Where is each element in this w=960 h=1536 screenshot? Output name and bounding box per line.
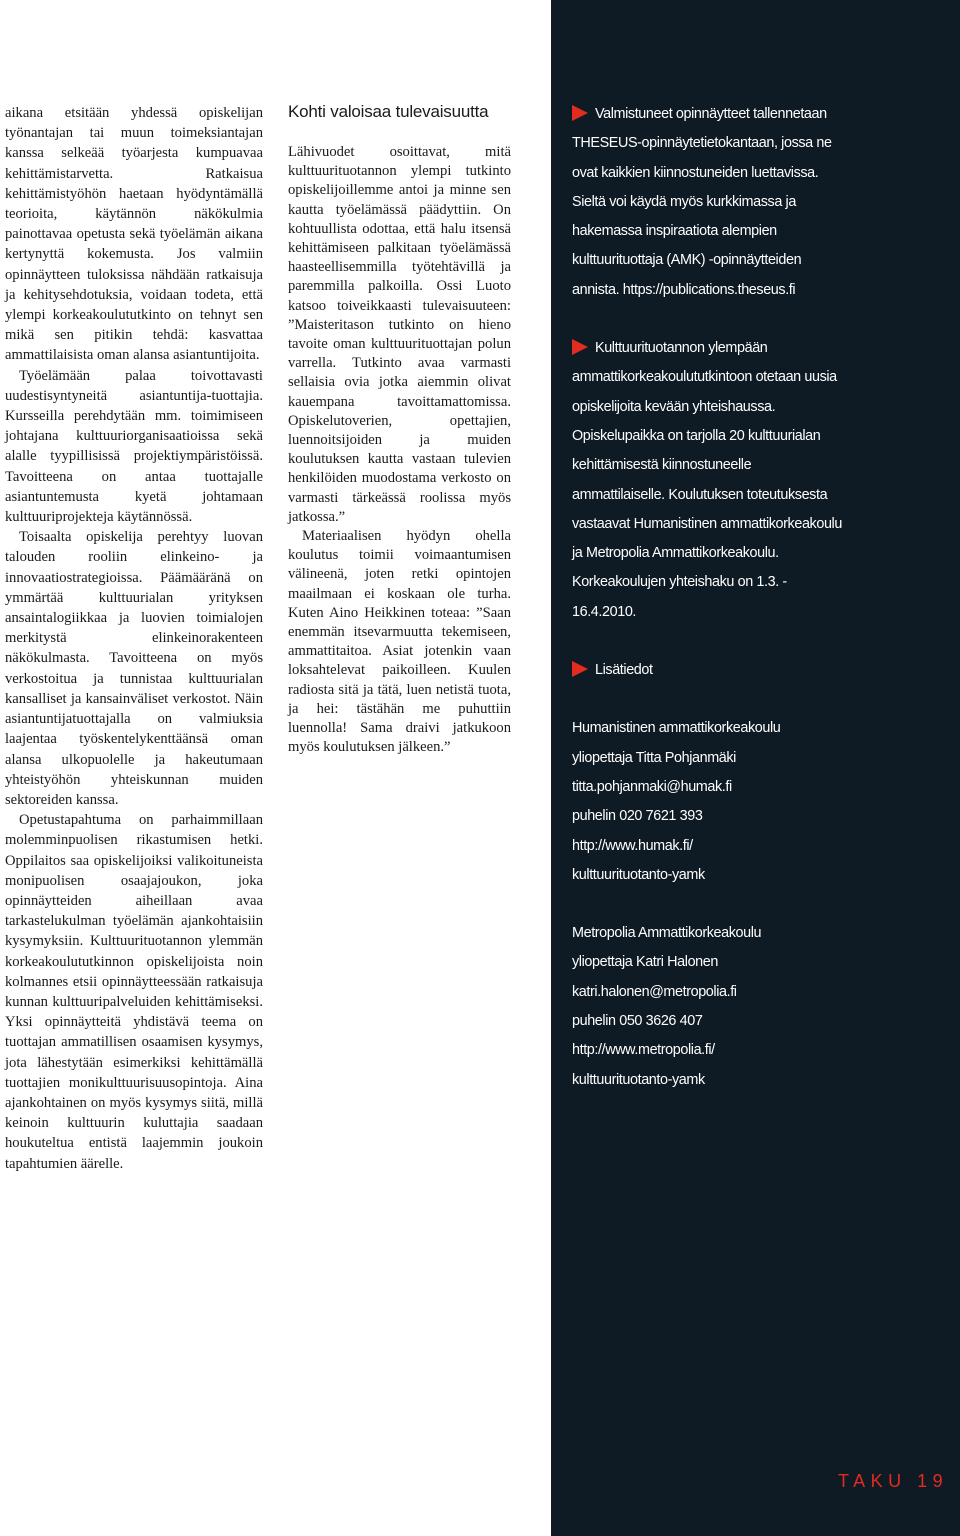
contact-phone: puhelin 020 7621 393 xyxy=(572,808,703,825)
contact-humak xyxy=(572,714,842,890)
left-column xyxy=(5,103,263,1174)
contact-email[interactable]: katri.halonen@metropolia.fi xyxy=(572,983,737,1000)
contact-line: Metropolia Ammattikorkeakoulu xyxy=(572,925,762,942)
left-paragraph-1: aikana etsitään yhdessä opiskelijan työnantajan tai muun toimeksiantajan kanssa selkeää työarjesta kumpuavaa kehittämistarvetta. Ratkaisua kehittämistyöhön haetaan hyödyntämällä teorioita, käytännön näkökulmia painottavaa opetusta sekä työelämän aikana kertynyttä kokemusta. Jos valmiin opinnäytteen tuloksissa nähdään ratkaisuja ja kehitysehdotuksia, voidaan todeta, että ylempi korkeakoulututkinto on tehnyt sen mikä sen pitikin tehdä: kasvattaa ammattilaisista oman alansa asiantuntijoita. xyxy=(5,105,263,364)
page-footer-label: TAKU 19 xyxy=(838,1471,949,1491)
contact-line: yliopettaja Titta Pohjanmäki xyxy=(572,749,736,766)
sidebar-block-theseus xyxy=(572,100,842,305)
sidebar-block-theseus-text: Valmistuneet opinnäytteet tallennetaan THESEUS-opinnäytetietokantaan, jossa ne ovat kaikkien kiinnostuneiden luettavissa. Sieltä voi käydä myös kurkkimassa ja hakemassa inspiraatiota alempien kulttuurituottaja (AMK) -opinnäytteiden annista. https://publications.theseus.fi xyxy=(572,106,832,298)
red-triangle-icon xyxy=(572,105,588,121)
sidebar-content xyxy=(572,100,842,1124)
red-triangle-icon xyxy=(572,661,588,677)
section-heading: Kohti valoisaa tulevaisuutta xyxy=(288,102,489,121)
sidebar-block-admission-text: Kulttuurituotannon ylempään ammattikorkeakoulututkintoon otetaan uusia opiskelijoita kevään yhteishaussa. Opiskelupaikka on tarjolla 20 kulttuurialan kehittämisestä kiinnostuneelle ammattilaiselle. Koulutuksen toteutuksesta vastaavat Humanistinen ammattikorkeakoulu ja Metropolia Ammattikorkeakoulu. Korkeakoulujen yhteishaku on 1.3. - 16.4.2010. xyxy=(572,340,842,620)
contact-line: yliopettaja Katri Halonen xyxy=(572,954,718,971)
sidebar-panel xyxy=(551,0,960,1536)
contact-link[interactable]: kulttuurituotanto-yamk xyxy=(572,1071,705,1088)
contact-email[interactable]: titta.pohjanmaki@humak.fi xyxy=(572,778,732,795)
middle-paragraph-2: Materiaalisen hyödyn ohella koulutus toimii voimaantumisen välineenä, joten retki opintojen maailmaan ei koskaan ole turha. Kuten Aino Heikkinen toteaa: ”Saan enemmän itsevarmuutta tekemiseen, ammattitaitoa. Asiat jotenkin vaan loksahtelevat paikoilleen. Kuulen radiosta sitä ja tätä, luen netistä tuota, ja hei: tästähän me puhuttiin luennolla! Sama draivi jatkukoon myös koulutuksen jälkeen.” xyxy=(288,528,511,756)
middle-column xyxy=(288,100,511,758)
left-paragraph-3: Toisaalta opiskelija perehtyy luovan talouden rooliin elinkeino- ja innovaatiostrategioissa. Päämääränä on ymmärtää kulttuurialan yrityksen ansaintalogiikkaa ja luovien toimialojen merkitystä elinkeinorakenteen näkökulmasta. Tavoitteena on myös verkostoitua ja tunnistaa kulttuurialan kansalliset ja kansainväliset verkostot. Näin asiantuntijatuottajalla on valmiuksia laajentaa työskentelykenttäänsä oman alansa ulkopuolelle ja hakeutumaan yhteistyöhön yhteiskunnan muiden sektoreiden kanssa. xyxy=(5,529,263,808)
contact-link[interactable]: http://www.humak.fi/ xyxy=(572,837,693,854)
red-triangle-icon xyxy=(572,339,588,355)
contact-link[interactable]: http://www.metropolia.fi/ xyxy=(572,1042,715,1059)
left-paragraph-2: Työelämään palaa toivottavasti uudestisyntyneitä asiantuntija-tuottajia. Kursseilla perehdytään mm. toimimiseen johtajana kulttuuriorganisaatioissa sekä alalle tyypillisissä projektiympäristöissä. Tavoitteena on antaa tuottajalle asiantuntemusta kyetä johtamaan kulttuuriprojekteja käytännössä. xyxy=(5,367,263,526)
left-paragraph-4: Opetustapahtuma on parhaimmillaan molemminpuolisen rikastumisen hetki. Oppilaitos saa opiskelijoiksi valikoituneista monipuolisen osaajajoukon, joka opinnäytteiden aiheillaan avaa tarkastelukulman työelämän ajankohtaisiin kysymyksiin. Kulttuurituotannon ylemmän korkeakoulututkinnon opiskelijoista noin kolmannes etsii opinnäytteessään ratkaisuja kunnan kulttuuripalveluiden kehittämiseksi. Yksi opinnäytteitä yhdistävä teema on tuottajan ammatillisen osaamisen kysymys, jota lähestytään esimerkiksi kehittämällä tuottajien monikulttuurisuusopintoja. Aina ajankohtainen on myös kysymys siitä, millä keinoin kulttuurin kuluttajia saadaan houkuteltua entistä laajemmin joukoin tapahtumien äärelle. xyxy=(5,812,263,1172)
contact-metropolia xyxy=(572,919,842,1095)
middle-paragraph-1: Lähivuodet osoittavat, mitä kulttuurituotannon ylempi tutkinto opiskelijoillemme antoi ja minne sen kautta työelämässä päädyttiin. On kohtuullista odottaa, että halu itsensä kehittämiseen palkitaan työelämässä haasteellisemmilla työtehtävillä ja paremmilla palkoilla. Ossi Luoto katsoo toiveikkaasti tulevaisuuteen: ”Maisteritason tutkinto on hieno tavoite oman kulttuurituottajan polun varrella. Tutkinto avaa varmasti sellaisia ovia jotka aiemmin olivat kauempana tavoittamattomissa. Opiskelutoverien, opettajien, luennoitsijoiden ja muiden koulutuksen kautta vastaan tulevien henkilöiden muodostama verkosto on varmasti tärkeässä roolissa myös jatkossa.” xyxy=(288,144,511,525)
more-info-title: Lisätiedot xyxy=(595,662,653,679)
contact-link[interactable]: kulttuurituotanto-yamk xyxy=(572,866,705,883)
sidebar-block-admission xyxy=(572,334,842,627)
contact-line: Humanistinen ammattikorkeakoulu xyxy=(572,720,781,737)
sidebar-block-more-info xyxy=(572,656,842,1095)
contact-phone: puhelin 050 3626 407 xyxy=(572,1013,703,1030)
